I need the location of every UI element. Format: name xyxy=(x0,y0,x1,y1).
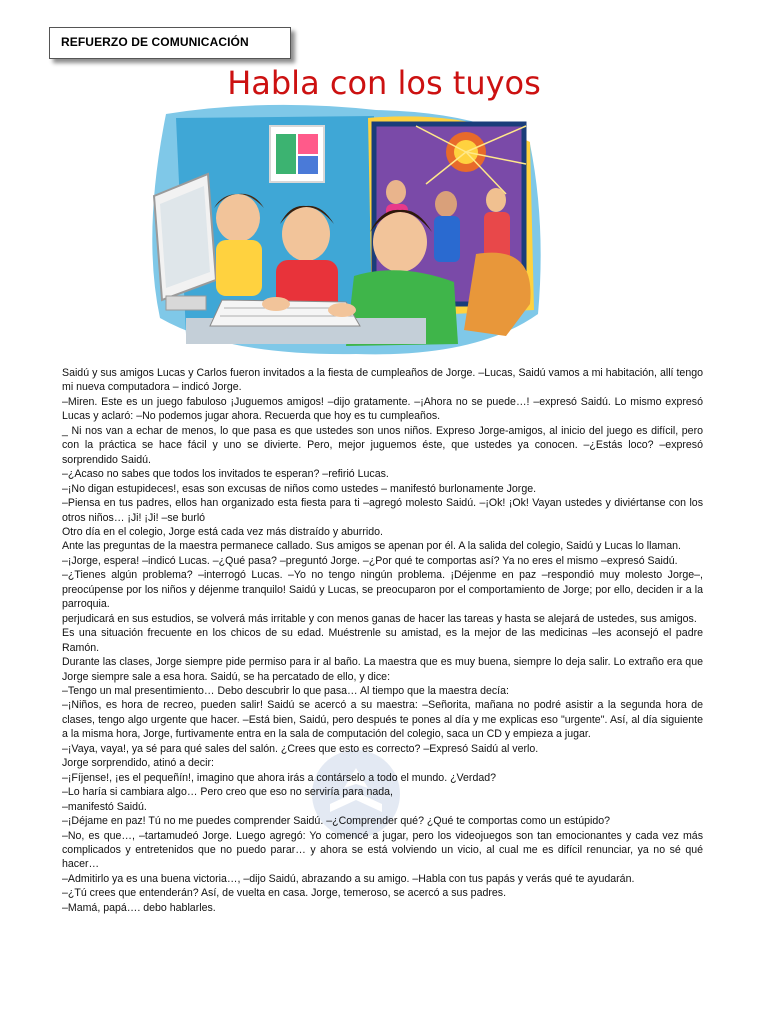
story-paragraph: –Admitirlo ya es una buena victoria…, –dijo Saidú, abrazando a su amigo. –Habla con tus papás y verás qué te ayudarán. xyxy=(62,872,635,885)
section-header-box xyxy=(49,27,291,59)
section-header-label: REFUERZO DE COMUNICACIÓN xyxy=(61,35,249,49)
page-title: Habla con los tuyos xyxy=(227,64,541,102)
story-paragraph: –Mamá, papá…. debo hablarles. xyxy=(62,901,216,914)
story-paragraph: –¿Acaso no sabes que todos los invitados te esperan? –refirió Lucas. xyxy=(62,468,389,481)
story-paragraph: –¡No digan estupideces!, esas son excusas de niños como ustedes – manifestó burlonamente Jorge. xyxy=(62,482,537,495)
story-paragraph: perjudicará en sus estudios, se volverá más irritable y con menos ganas de hacer las tareas y hasta se alejará de ustedes, sus amigos. xyxy=(62,612,697,625)
story-paragraph: –Piensa en tus padres, ellos han organizado esta fiesta para ti –agregó molesto Saidú. –¡Ok! ¡Ok! Vayan ustedes y diviértanse con los otros niños… ¡Ji! ¡Ji! –se burló xyxy=(62,497,703,524)
story-paragraph: –¡Jorge, espera! –indicó Lucas. –¿Qué pasa? –preguntó Jorge. –¿Por qué te comportas así? Ya no eres el mismo –expresó Saidú. xyxy=(62,554,678,567)
story-paragraph: –Miren. Este es un juego fabuloso ¡Juguemos amigos! –dijo gratamente. –¡Ahora no se puede…! –expresó Saidú. Lo mismo expresó Lucas y aclaró: –No podemos jugar ahora. Recuerda que hoy es tu cumpleaños. xyxy=(62,395,703,423)
children-at-computer-illustration xyxy=(146,104,542,356)
story-paragraph: –¡Niños, es hora de recreo, pueden salir! Saidú se acercó a su maestra: –Señorita, mañana no podré asistir a la segunda hora de clases, tengo algo urgente que hacer. –Está bien, Saidú, pero después te pones al día y me explicas eso "urgente". Así, al día siguiente a la misma hora, Jorge, furtivamente entra en la sala de computación del colegio, saca un CD y empieza a jugar. xyxy=(62,699,703,741)
story-paragraph: Otro día en el colegio, Jorge está cada vez más distraído y aburrido. xyxy=(62,525,383,538)
story-text xyxy=(62,366,703,915)
story-paragraph: Durante las clases, Jorge siempre pide permiso para ir al baño. La maestra que es muy buena, siempre lo deja salir. Lo extraño era que Jorge siempre sale a esa hora. Saidú, se ha percatado de ello, y dice: xyxy=(62,656,703,683)
story-paragraph: Ante las preguntas de la maestra permanece callado. Sus amigos se apenan por él. A la salida del colegio, Saidú y Lucas lo llaman. xyxy=(62,540,681,553)
story-paragraph: _ Ni nos van a echar de menos, lo que pasa es que ustedes son unos niños. Expreso Jorge-amigos, al inicio del juego es difícil, pero con la práctica se hace fácil y uno se divierte. Pero, mejor juguemos éste, que ustedes ya conocen. –¿Estás loco? –expresó sorprendido Saidú. xyxy=(62,424,703,466)
story-paragraph: Saidú y sus amigos Lucas y Carlos fueron invitados a la fiesta de cumpleaños de Jorge. –Lucas, Saidú vamos a mi habitación, allí tengo mi nueva computadora – indicó Jorge. xyxy=(62,367,703,394)
story-paragraph: –No, es que…, –tartamudeó Jorge. Luego agregó: Yo comencé a jugar, pero los videojuegos son tan emocionantes y cada vez más complicados y entretenidos que no puedo parar… y ahora se está volviendo un vicio, al cual me es difícil renunciar, ya no sé qué hacer… xyxy=(62,829,703,871)
story-paragraph: Es una situación frecuente en los chicos de su edad. Muéstrenle su amistad, es la mejor de las medicinas –les aconsejó el padre Ramón. xyxy=(62,627,703,654)
story-paragraph: –¿Tienes algún problema? –interrogó Lucas. –Yo no tengo ningún problema. ¡Déjenme en paz –respondió muy molesto Jorge–, preocúpense por los niños y déjenme tranquilo! Saidú y Lucas, se preocuparon por el comportamiento de Jorge; por ello, deciden ir a la parroquia. xyxy=(62,569,703,611)
story-paragraph: –manifestó Saidú. xyxy=(62,800,147,813)
story-paragraph: –¡Vaya, vaya!, ya sé para qué sales del salón. ¿Crees que esto es correcto? –Expresó Saidú al verlo. xyxy=(62,742,539,755)
story-paragraph: –¿Tú crees que entenderán? Así, de vuelta en casa. Jorge, temeroso, se acercó a sus padres. xyxy=(62,887,507,900)
story-paragraph: –¡Déjame en paz! Tú no me puedes comprender Saidú. –¿Comprender qué? ¿Qué te comportas como un estúpido? xyxy=(62,815,611,828)
story-paragraph: Jorge sorprendido, atinó a decir: xyxy=(62,757,214,770)
story-paragraph: –Tengo un mal presentimiento… Debo descubrir lo que pasa… Al tiempo que la maestra decía: xyxy=(62,684,509,697)
story-paragraph: –Lo haría si cambiara algo… Pero creo que eso no serviría para nada, xyxy=(62,786,393,799)
story-paragraph: –¡Fíjense!, ¡es el pequeñín!, imagino que ahora irás a contárselo a todo el mundo. ¿Verdad? xyxy=(62,771,497,784)
